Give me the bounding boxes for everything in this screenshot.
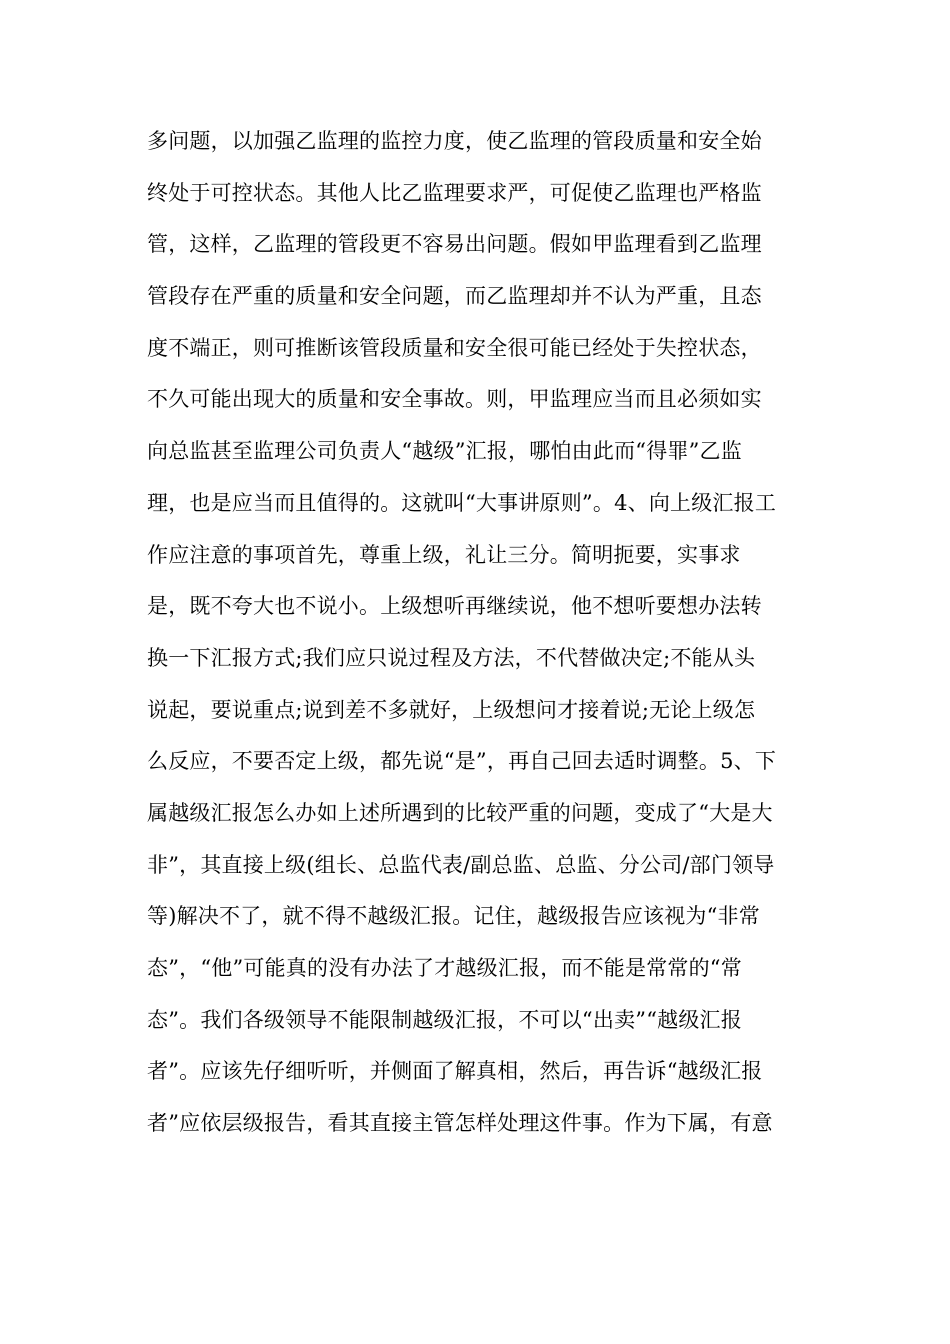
text-line: 态”，“他”可能真的没有办法了才越级汇报，而不能是常常的“常 xyxy=(147,956,742,980)
text-line: 向总监甚至监理公司负责人“越级”汇报，哪怕由此而“得罪”乙监 xyxy=(147,439,742,464)
body-paragraph xyxy=(147,116,807,1150)
text-line: 属越级汇报怎么办如上述所遇到的比较严重的问题，变成了“大是大 xyxy=(147,800,773,825)
text-line: 态”。我们各级领导不能限制越级汇报，不可以“出卖”“越级汇报 xyxy=(147,1007,742,1032)
text-line: 非”，其直接上级(组长、总监代表/副总监、总监、分公司/部门领导 xyxy=(147,852,775,877)
text-line: 者”应依层级报告，看其直接主管怎样处理这件事。作为下属，有意 xyxy=(147,1111,773,1136)
text-line: 多问题，以加强乙监理的监控力度，使乙监理的管段质量和安全始 xyxy=(147,129,762,153)
text-line: 换一下汇报方式;我们应只说过程及方法，不代替做决定;不能从头 xyxy=(147,645,756,670)
text-line: 不久可能出现大的质量和安全事故。则，甲监理应当而且必须如实 xyxy=(147,387,762,412)
text-line: 作应注意的事项首先，尊重上级，礼让三分。简明扼要，实事求 xyxy=(147,542,741,567)
text-line: 终处于可控状态。其他人比乙监理要求严，可促使乙监理也严格监 xyxy=(147,180,762,205)
text-line: 是，既不夸大也不说小。上级想听再继续说，他不想听要想办法转 xyxy=(147,594,762,619)
text-line: 理，也是应当而且值得的。这就叫“大事讲原则”。4、向上级汇报工 xyxy=(147,490,777,515)
text-line: 等)解决不了，就不得不越级汇报。记住，越级报告应该视为“非常 xyxy=(147,904,760,929)
text-line: 说起，要说重点;说到差不多就好，上级想问才接着说;无论上级怎 xyxy=(147,697,756,722)
text-line: 管，这样，乙监理的管段更不容易出问题。假如甲监理看到乙监理 xyxy=(147,232,762,257)
text-line: 管段存在严重的质量和安全问题，而乙监理却并不认为严重，且态 xyxy=(147,284,762,309)
text-line: 者”。应该先仔细听听，并侧面了解真相，然后，再告诉“越级汇报 xyxy=(147,1059,763,1084)
text-line: 么反应，不要否定上级，都先说“是”，再自己回去适时调整。5、下 xyxy=(147,749,777,774)
text-line: 度不端正，则可推断该管段质量和安全很可能已经处于失控状态， xyxy=(147,335,762,360)
